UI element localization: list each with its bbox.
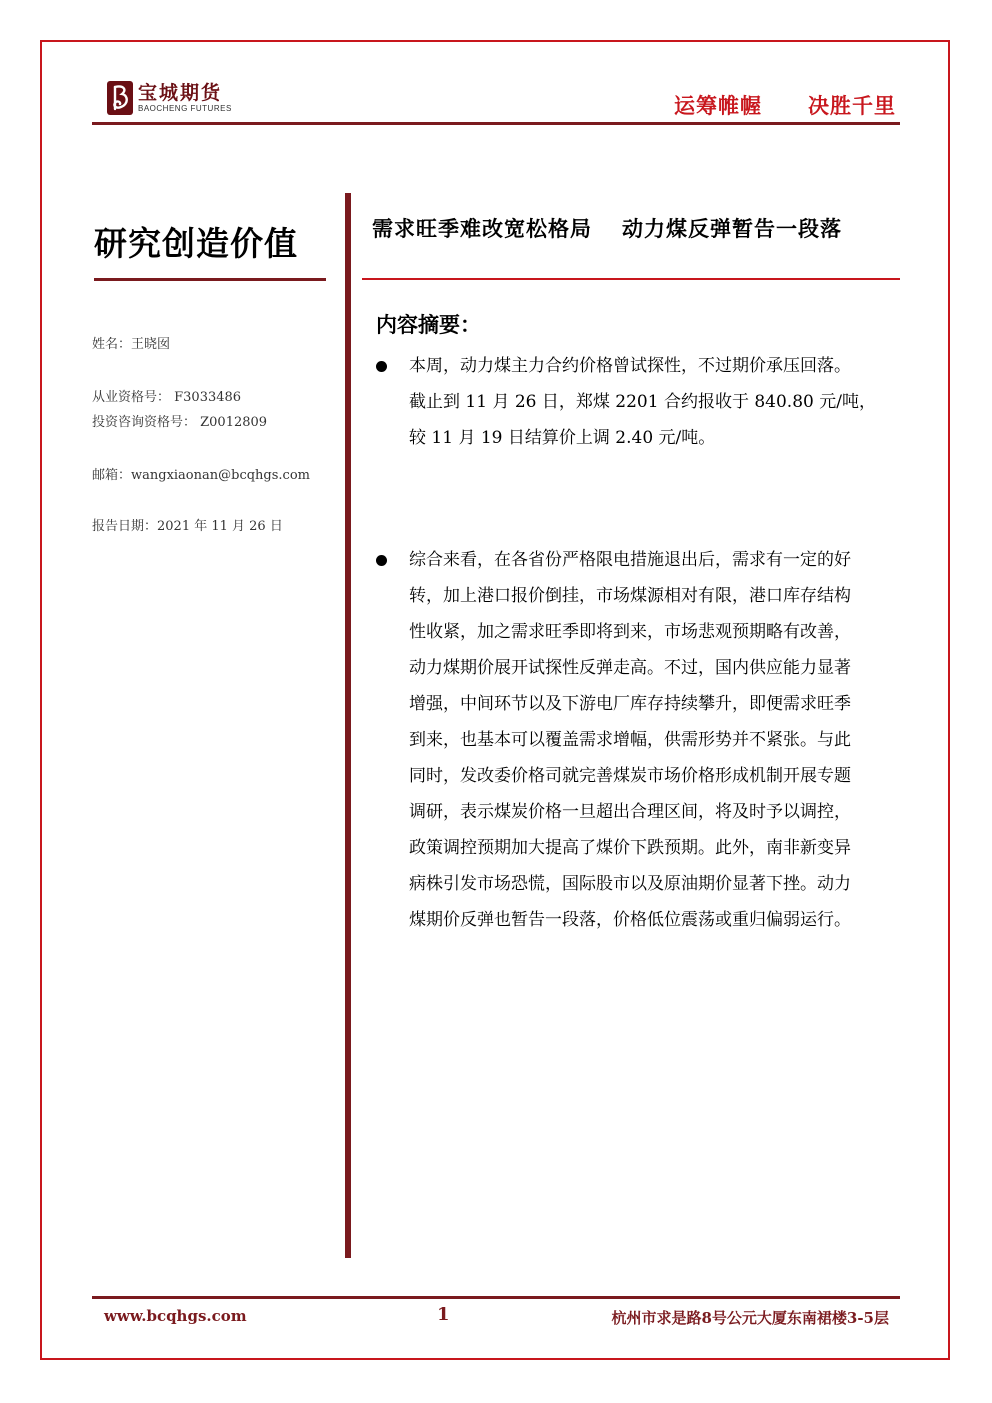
header-divider xyxy=(92,122,900,125)
baocheng-logo-icon xyxy=(106,80,134,116)
paragraph-line: 调研，表示煤炭价格一旦超出合理区间，将及时予以调控， xyxy=(409,802,851,822)
slogan-left: 运筹帷幄 xyxy=(674,93,762,118)
logo-english-name: BAOCHENG FUTURES xyxy=(138,104,232,113)
summary-paragraph-1 xyxy=(409,348,929,456)
report-title xyxy=(372,213,842,243)
slogan-right: 决胜千里 xyxy=(808,93,896,118)
sidebar-divider xyxy=(94,278,326,281)
title-divider xyxy=(362,278,900,280)
paragraph-line: 转，加上港口报价倒挂，市场煤源相对有限，港口库存结构 xyxy=(409,586,851,606)
paragraph-line: 病株引发市场恐慌，国际股市以及原油期价显著下挫。动力 xyxy=(409,874,851,894)
company-address: 杭州市求是路8号公元大厦东南裙楼3-5层 xyxy=(611,1309,889,1327)
paragraph-line: 较 11 月 19 日结算价上调 2.40 元/吨。 xyxy=(409,428,716,448)
bullet-icon xyxy=(374,552,390,568)
paragraph-line: 增强，中间环节以及下游电厂库存持续攀升，即便需求旺季 xyxy=(409,694,851,714)
paragraph-line: 截止到 11 月 26 日，郑煤 2201 合约报收于 840.80 元/吨， xyxy=(409,392,876,412)
report-date: 报告日期：2021 年 11 月 26 日 xyxy=(92,519,283,534)
paragraph-line: 动力煤期价展开试探性反弹走高。不过，国内供应能力显著 xyxy=(409,658,851,678)
report-title-part2: 动力煤反弹暂告一段落 xyxy=(622,216,842,241)
paragraph-line: 本周，动力煤主力合约价格曾试探性，不过期价承压回落。 xyxy=(409,356,851,376)
paragraph-line: 政策调控预期加大提高了煤价下跌预期。此外，南非新变异 xyxy=(409,838,851,858)
paragraph-line: 煤期价反弹也暂告一段落，价格低位震荡或重归偏弱运行。 xyxy=(409,910,851,930)
summary-paragraph-2 xyxy=(409,542,929,938)
header-slogan xyxy=(674,90,896,120)
analyst-name: 姓名：王晓囡 xyxy=(92,337,171,352)
paragraph-line: 综合来看，在各省份严格限电措施退出后，需求有一定的好 xyxy=(409,550,851,570)
page-number: 1 xyxy=(437,1304,450,1325)
bullet-icon xyxy=(374,358,390,374)
analyst-email: 邮箱：wangxiaonan@bcqhgs.com xyxy=(92,468,310,483)
paragraph-line: 同时，发改委价格司就完善煤炭市场价格形成机制开展专题 xyxy=(409,766,851,786)
website-link[interactable]: www.bcqhgs.com xyxy=(104,1307,247,1325)
paragraph-line: 到来，也基本可以覆盖需求增幅，供需形势并不紧张。与此 xyxy=(409,730,851,750)
logo-chinese-name: 宝城期货 xyxy=(138,82,223,104)
company-logo xyxy=(106,80,232,116)
sidebar-title: 研究创造价值 xyxy=(94,224,298,263)
summary-heading: 内容摘要： xyxy=(376,312,481,337)
footer-divider xyxy=(92,1296,900,1299)
license-number: 从业资格号： F3033486 xyxy=(92,390,242,405)
report-title-part1: 需求旺季难改宽松格局 xyxy=(372,216,592,241)
column-divider xyxy=(345,193,351,1258)
advisory-license-number: 投资咨询资格号： Z0012809 xyxy=(92,415,268,430)
paragraph-line: 性收紧，加之需求旺季即将到来，市场悲观预期略有改善， xyxy=(409,622,851,642)
